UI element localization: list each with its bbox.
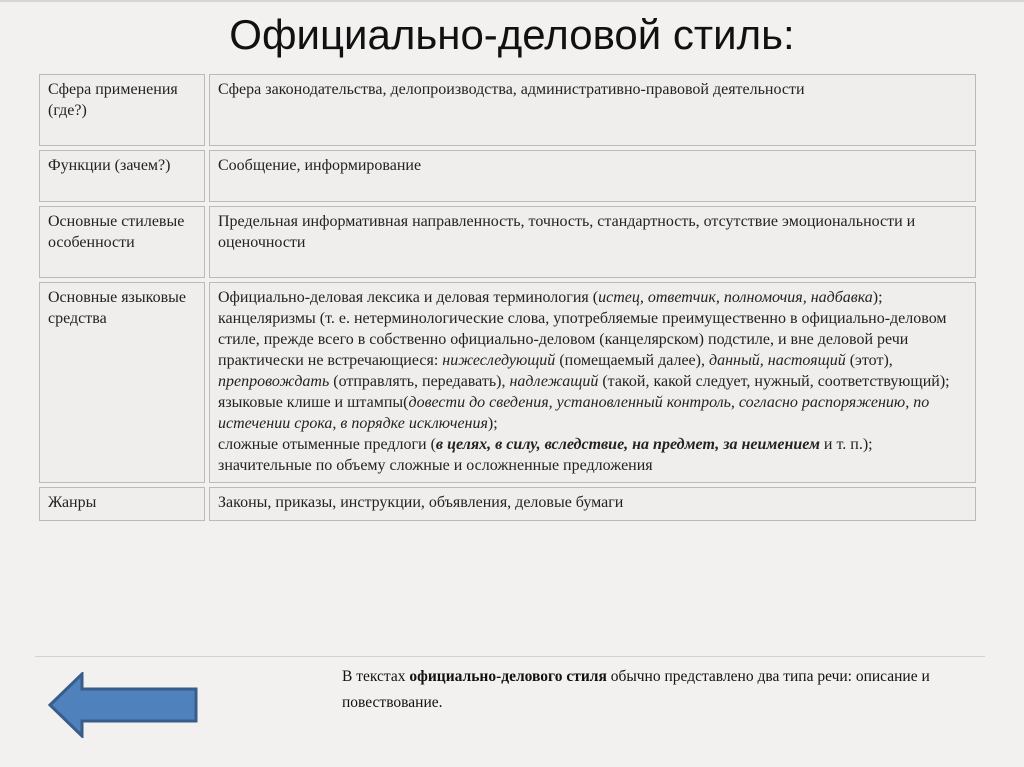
table-row (39, 487, 976, 521)
row-content: Предельная информативная направленность, точность, стандартность, отсутствие эмоциональности и оценочности (209, 206, 976, 278)
text-run-bold-italic: в целях, в силу, вследствие, на предмет, за неимением (435, 436, 820, 453)
row-label: Основные стилевые особенности (39, 206, 205, 278)
page-title: Официально-деловой стиль: (229, 11, 795, 58)
slide-top-border (0, 0, 1024, 2)
text-run: сложные отыменные предлоги ( (218, 436, 436, 453)
text-run: языковые клише и штампы( (218, 394, 409, 411)
row-label: Жанры (39, 487, 205, 521)
table-row (39, 150, 976, 202)
text-run: значительные по объему сложные и осложненные предложения (218, 457, 653, 474)
text-run: (этот), (845, 352, 893, 369)
text-run-italic: истец, ответчик, полномочия, надбавка (598, 289, 873, 306)
arrow-left-icon (50, 674, 196, 736)
table-row (39, 206, 976, 278)
row-label: Сфера применения (где?) (39, 74, 205, 146)
row-content: Сфера законодательства, делопроизводства, административно-правовой деятельности (209, 74, 976, 146)
back-button[interactable] (48, 672, 200, 738)
table-row (39, 282, 976, 483)
text-run: (такой, какой следует, нужный, соответствующий); (598, 373, 950, 390)
text-run: (помещаемый далее), (555, 352, 709, 369)
text-run: Официально-деловая лексика и деловая терминология ( (218, 289, 599, 306)
note-text-run: обычно представлено два типа речи: описание и повествование. (342, 668, 930, 711)
table-row (39, 74, 976, 146)
text-run-italic: надлежащий (509, 373, 599, 390)
row-content (209, 282, 976, 483)
text-run-italic: довести до сведения, установленный контроль, согласно распоряжению, по истечении срока, в порядке исключения (218, 394, 930, 432)
row-content: Сообщение, информирование (209, 150, 976, 202)
text-run: ); (872, 289, 883, 306)
text-run: канцеляризмы (т. е. нетерминологические слова, употребляемые преимущественно в официально-деловом стиле, прежде всего в собственно официально-деловом (канцелярском) подстиле, и вне деловой речи практически не встречающиеся: (218, 310, 947, 369)
text-run: и т. п.); (819, 436, 873, 453)
row-label: Основные языковые средства (39, 282, 205, 483)
text-run-italic: нижеследующий (442, 352, 556, 369)
row-label: Функции (зачем?) (39, 150, 205, 202)
row-content: Законы, приказы, инструкции, объявления, деловые бумаги (209, 487, 976, 521)
text-run-italic: данный, настоящий (708, 352, 846, 369)
divider (35, 656, 985, 657)
style-table (35, 70, 980, 525)
text-run: ); (487, 415, 498, 432)
note-bold-run: официально-делового стиля (409, 668, 607, 685)
text-run: (отправлять, передавать), (329, 373, 510, 390)
text-run-italic: препровождать (218, 373, 330, 390)
note-text-run: В текстах (342, 668, 410, 685)
note-text (342, 664, 1002, 716)
